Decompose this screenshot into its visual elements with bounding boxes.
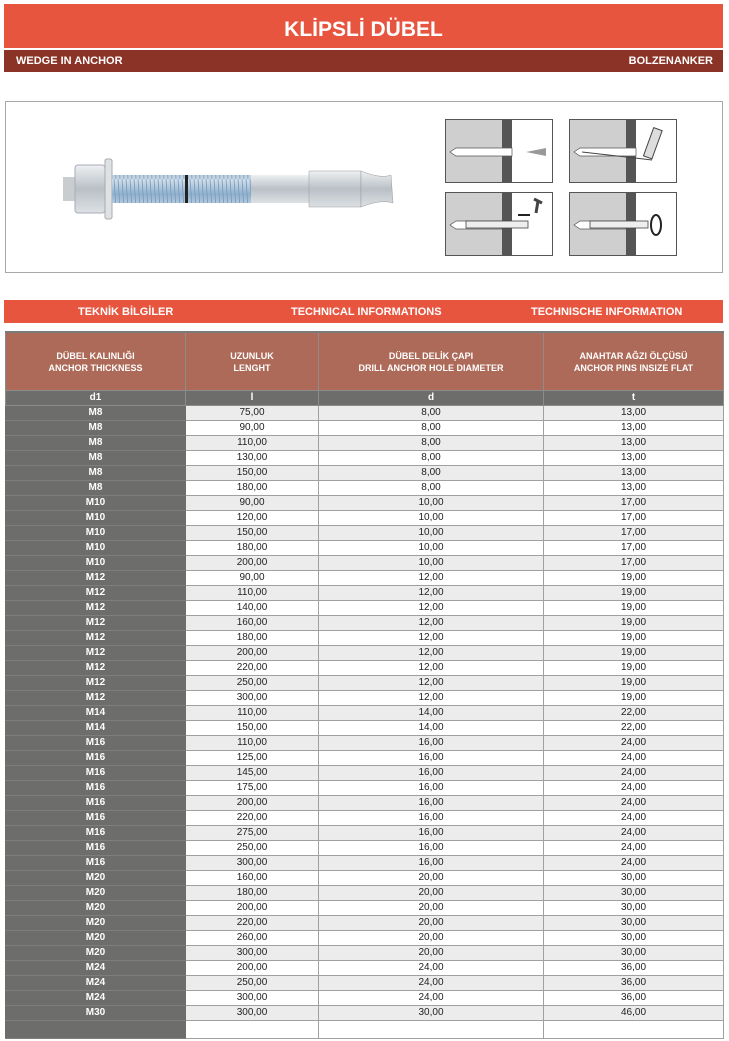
- cell-length: 250,00: [186, 841, 319, 856]
- cell-length: 200,00: [186, 901, 319, 916]
- cell-length: 300,00: [186, 691, 319, 706]
- cell-length: 300,00: [186, 856, 319, 871]
- table-row: [6, 916, 724, 931]
- table-row: [6, 736, 724, 751]
- cell-thickness: M30: [6, 1006, 186, 1021]
- cell-hole-diameter: 20,00: [319, 946, 544, 961]
- cell-hole-diameter: 10,00: [319, 496, 544, 511]
- cell-length: 90,00: [186, 496, 319, 511]
- page-title: KLİPSLİ DÜBEL: [4, 4, 723, 48]
- clean-hole-step-icon: [569, 119, 677, 183]
- cell-flat-size: 19,00: [544, 646, 724, 661]
- cell-length: 275,00: [186, 826, 319, 841]
- table-row: [6, 976, 724, 991]
- table-row: [6, 496, 724, 511]
- cell-hole-diameter: 8,00: [319, 481, 544, 496]
- cell-hole-diameter: 16,00: [319, 781, 544, 796]
- table-row: [6, 421, 724, 436]
- cell-length: 175,00: [186, 781, 319, 796]
- cell-flat-size: 17,00: [544, 496, 724, 511]
- subtitle-german: BOLZENANKER: [628, 55, 713, 67]
- product-image-panel: [5, 101, 723, 273]
- cell-thickness: M10: [6, 511, 186, 526]
- table-row: [6, 661, 724, 676]
- table-row: [6, 406, 724, 421]
- table-row: [6, 451, 724, 466]
- cell-hole-diameter: 12,00: [319, 601, 544, 616]
- cell-thickness: M12: [6, 616, 186, 631]
- cell-length: 160,00: [186, 616, 319, 631]
- table-row-empty: [6, 1021, 724, 1039]
- cell-hole-diameter: 14,00: [319, 721, 544, 736]
- subtitle-english: WEDGE IN ANCHOR: [16, 55, 123, 67]
- spec-table: [5, 331, 724, 1039]
- table-row: [6, 841, 724, 856]
- cell-hole-diameter: 16,00: [319, 766, 544, 781]
- cell-length: 180,00: [186, 886, 319, 901]
- table-row: [6, 946, 724, 961]
- cell-flat-size: 24,00: [544, 841, 724, 856]
- table-row: [6, 766, 724, 781]
- table-row: [6, 436, 724, 451]
- table-row: [6, 526, 724, 541]
- empty-cell: [6, 1021, 186, 1039]
- cell-flat-size: 24,00: [544, 766, 724, 781]
- cell-length: 250,00: [186, 976, 319, 991]
- cell-hole-diameter: 12,00: [319, 691, 544, 706]
- table-row: [6, 676, 724, 691]
- tighten-nut-step-icon: [569, 192, 677, 256]
- cell-thickness: M12: [6, 646, 186, 661]
- table-row: [6, 601, 724, 616]
- cell-thickness: M10: [6, 556, 186, 571]
- table-row: [6, 556, 724, 571]
- cell-flat-size: 19,00: [544, 691, 724, 706]
- cell-thickness: M12: [6, 661, 186, 676]
- cell-hole-diameter: 20,00: [319, 871, 544, 886]
- cell-flat-size: 30,00: [544, 886, 724, 901]
- cell-flat-size: 24,00: [544, 811, 724, 826]
- cell-hole-diameter: 20,00: [319, 931, 544, 946]
- table-row: [6, 781, 724, 796]
- cell-thickness: M20: [6, 916, 186, 931]
- cell-thickness: M24: [6, 976, 186, 991]
- cell-hole-diameter: 16,00: [319, 736, 544, 751]
- table-row: [6, 1006, 724, 1021]
- cell-hole-diameter: 16,00: [319, 826, 544, 841]
- cell-hole-diameter: 24,00: [319, 961, 544, 976]
- cell-thickness: M8: [6, 436, 186, 451]
- cell-hole-diameter: 12,00: [319, 616, 544, 631]
- cell-thickness: M20: [6, 871, 186, 886]
- cell-thickness: M8: [6, 481, 186, 496]
- cell-thickness: M14: [6, 721, 186, 736]
- cell-length: 75,00: [186, 406, 319, 421]
- cell-thickness: M8: [6, 406, 186, 421]
- table-row: [6, 541, 724, 556]
- cell-length: 90,00: [186, 571, 319, 586]
- cell-hole-diameter: 20,00: [319, 901, 544, 916]
- cell-flat-size: 30,00: [544, 871, 724, 886]
- cell-flat-size: 22,00: [544, 706, 724, 721]
- cell-flat-size: 17,00: [544, 541, 724, 556]
- cell-flat-size: 30,00: [544, 946, 724, 961]
- cell-hole-diameter: 10,00: [319, 526, 544, 541]
- cell-length: 200,00: [186, 556, 319, 571]
- table-row: [6, 811, 724, 826]
- table-row: [6, 646, 724, 661]
- table-row: [6, 631, 724, 646]
- cell-thickness: M12: [6, 691, 186, 706]
- cell-flat-size: 24,00: [544, 796, 724, 811]
- cell-length: 110,00: [186, 436, 319, 451]
- cell-hole-diameter: 20,00: [319, 916, 544, 931]
- cell-thickness: M16: [6, 796, 186, 811]
- table-row: [6, 871, 724, 886]
- cell-hole-diameter: 10,00: [319, 541, 544, 556]
- cell-thickness: M10: [6, 541, 186, 556]
- cell-thickness: M16: [6, 841, 186, 856]
- cell-hole-diameter: 16,00: [319, 856, 544, 871]
- cell-thickness: M20: [6, 901, 186, 916]
- cell-hole-diameter: 12,00: [319, 661, 544, 676]
- table-row: [6, 796, 724, 811]
- table-body: [6, 406, 724, 1039]
- cell-flat-size: 17,00: [544, 511, 724, 526]
- empty-cell: [319, 1021, 544, 1039]
- cell-length: 140,00: [186, 601, 319, 616]
- cell-flat-size: 46,00: [544, 1006, 724, 1021]
- cell-thickness: M8: [6, 466, 186, 481]
- cell-flat-size: 13,00: [544, 406, 724, 421]
- cell-length: 110,00: [186, 706, 319, 721]
- cell-length: 110,00: [186, 586, 319, 601]
- tech-label-de: TECHNISCHE INFORMATION: [531, 306, 683, 318]
- cell-length: 200,00: [186, 961, 319, 976]
- cell-thickness: M8: [6, 451, 186, 466]
- cell-length: 300,00: [186, 991, 319, 1006]
- table-row: [6, 466, 724, 481]
- cell-hole-diameter: 30,00: [319, 1006, 544, 1021]
- symbol-d1: d1: [6, 391, 186, 406]
- table-row: [6, 616, 724, 631]
- cell-hole-diameter: 16,00: [319, 811, 544, 826]
- cell-flat-size: 30,00: [544, 901, 724, 916]
- cell-length: 150,00: [186, 721, 319, 736]
- cell-length: 145,00: [186, 766, 319, 781]
- cell-flat-size: 13,00: [544, 421, 724, 436]
- cell-flat-size: 30,00: [544, 931, 724, 946]
- table-row: [6, 691, 724, 706]
- cell-length: 160,00: [186, 871, 319, 886]
- cell-length: 260,00: [186, 931, 319, 946]
- drill-hole-step-icon: [445, 119, 553, 183]
- cell-hole-diameter: 20,00: [319, 886, 544, 901]
- cell-hole-diameter: 8,00: [319, 436, 544, 451]
- cell-flat-size: 17,00: [544, 556, 724, 571]
- cell-thickness: M16: [6, 766, 186, 781]
- cell-thickness: M10: [6, 496, 186, 511]
- cell-length: 200,00: [186, 796, 319, 811]
- cell-flat-size: 22,00: [544, 721, 724, 736]
- cell-length: 300,00: [186, 1006, 319, 1021]
- cell-thickness: M16: [6, 811, 186, 826]
- cell-length: 220,00: [186, 661, 319, 676]
- cell-flat-size: 30,00: [544, 916, 724, 931]
- header-length: UZUNLUK LENGHT: [186, 332, 319, 391]
- cell-thickness: M10: [6, 526, 186, 541]
- hammer-insert-step-icon: [445, 192, 553, 256]
- cell-hole-diameter: 14,00: [319, 706, 544, 721]
- cell-flat-size: 17,00: [544, 526, 724, 541]
- technical-info-bar: [4, 300, 723, 323]
- cell-flat-size: 19,00: [544, 586, 724, 601]
- symbol-t: t: [544, 391, 724, 406]
- cell-length: 250,00: [186, 676, 319, 691]
- cell-hole-diameter: 12,00: [319, 631, 544, 646]
- cell-hole-diameter: 12,00: [319, 571, 544, 586]
- cell-thickness: M16: [6, 856, 186, 871]
- cell-flat-size: 36,00: [544, 961, 724, 976]
- cell-hole-diameter: 12,00: [319, 676, 544, 691]
- cell-length: 300,00: [186, 946, 319, 961]
- table-row: [6, 721, 724, 736]
- cell-hole-diameter: 10,00: [319, 511, 544, 526]
- cell-flat-size: 36,00: [544, 976, 724, 991]
- cell-length: 200,00: [186, 646, 319, 661]
- cell-length: 220,00: [186, 811, 319, 826]
- cell-length: 90,00: [186, 421, 319, 436]
- cell-flat-size: 13,00: [544, 466, 724, 481]
- cell-thickness: M20: [6, 886, 186, 901]
- table-row: [6, 991, 724, 1006]
- cell-thickness: M12: [6, 571, 186, 586]
- cell-hole-diameter: 16,00: [319, 751, 544, 766]
- cell-flat-size: 24,00: [544, 781, 724, 796]
- cell-thickness: M12: [6, 586, 186, 601]
- cell-thickness: M24: [6, 991, 186, 1006]
- cell-hole-diameter: 12,00: [319, 586, 544, 601]
- cell-length: 220,00: [186, 916, 319, 931]
- table-row: [6, 961, 724, 976]
- cell-hole-diameter: 8,00: [319, 451, 544, 466]
- cell-length: 150,00: [186, 526, 319, 541]
- cell-flat-size: 19,00: [544, 571, 724, 586]
- table-row: [6, 481, 724, 496]
- cell-thickness: M16: [6, 751, 186, 766]
- table-row: [6, 901, 724, 916]
- cell-thickness: M20: [6, 931, 186, 946]
- table-row: [6, 511, 724, 526]
- cell-hole-diameter: 24,00: [319, 991, 544, 1006]
- cell-hole-diameter: 8,00: [319, 421, 544, 436]
- cell-flat-size: 19,00: [544, 676, 724, 691]
- empty-cell: [186, 1021, 319, 1039]
- cell-flat-size: 19,00: [544, 661, 724, 676]
- cell-hole-diameter: 8,00: [319, 406, 544, 421]
- symbol-l: l: [186, 391, 319, 406]
- cell-hole-diameter: 24,00: [319, 976, 544, 991]
- cell-flat-size: 24,00: [544, 736, 724, 751]
- tech-label-tr: TEKNİK BİLGİLER: [78, 306, 174, 318]
- cell-flat-size: 19,00: [544, 616, 724, 631]
- cell-thickness: M24: [6, 961, 186, 976]
- cell-hole-diameter: 10,00: [319, 556, 544, 571]
- table-row: [6, 571, 724, 586]
- cell-thickness: M16: [6, 781, 186, 796]
- cell-length: 180,00: [186, 481, 319, 496]
- cell-flat-size: 24,00: [544, 751, 724, 766]
- cell-hole-diameter: 8,00: [319, 466, 544, 481]
- cell-flat-size: 13,00: [544, 451, 724, 466]
- table-row: [6, 826, 724, 841]
- table-row: [6, 856, 724, 871]
- cell-thickness: M14: [6, 706, 186, 721]
- cell-flat-size: 24,00: [544, 856, 724, 871]
- table-row: [6, 586, 724, 601]
- cell-thickness: M16: [6, 736, 186, 751]
- table-row: [6, 931, 724, 946]
- cell-length: 150,00: [186, 466, 319, 481]
- cell-thickness: M20: [6, 946, 186, 961]
- cell-hole-diameter: 16,00: [319, 841, 544, 856]
- cell-flat-size: 13,00: [544, 481, 724, 496]
- cell-thickness: M12: [6, 676, 186, 691]
- table-header-row: [6, 332, 724, 391]
- table-row: [6, 886, 724, 901]
- cell-length: 110,00: [186, 736, 319, 751]
- cell-thickness: M16: [6, 826, 186, 841]
- table-symbol-row: [6, 391, 724, 406]
- cell-length: 180,00: [186, 541, 319, 556]
- cell-length: 180,00: [186, 631, 319, 646]
- cell-flat-size: 13,00: [544, 436, 724, 451]
- header-hole-diameter: DÜBEL DELİK ÇAPI DRILL ANCHOR HOLE DIAMETER: [319, 332, 544, 391]
- cell-hole-diameter: 12,00: [319, 646, 544, 661]
- table-row: [6, 751, 724, 766]
- header-flat-size: ANAHTAR AĞZI ÖLÇÜSÜ ANCHOR PINS INSIZE FLAT: [544, 332, 724, 391]
- table-row: [6, 706, 724, 721]
- cell-flat-size: 19,00: [544, 631, 724, 646]
- cell-hole-diameter: 16,00: [319, 796, 544, 811]
- empty-cell: [544, 1021, 724, 1039]
- tech-label-en: TECHNICAL INFORMATIONS: [291, 306, 442, 318]
- cell-thickness: M12: [6, 631, 186, 646]
- cell-flat-size: 36,00: [544, 991, 724, 1006]
- symbol-d: d: [319, 391, 544, 406]
- cell-length: 130,00: [186, 451, 319, 466]
- cell-flat-size: 19,00: [544, 601, 724, 616]
- cell-length: 120,00: [186, 511, 319, 526]
- cell-thickness: M8: [6, 421, 186, 436]
- cell-thickness: M12: [6, 601, 186, 616]
- wedge-anchor-product-image: [61, 149, 401, 229]
- cell-flat-size: 24,00: [544, 826, 724, 841]
- subtitle-bar: [4, 50, 723, 72]
- header-anchor-thickness: DÜBEL KALINLIĞI ANCHOR THICKNESS: [6, 332, 186, 391]
- cell-length: 125,00: [186, 751, 319, 766]
